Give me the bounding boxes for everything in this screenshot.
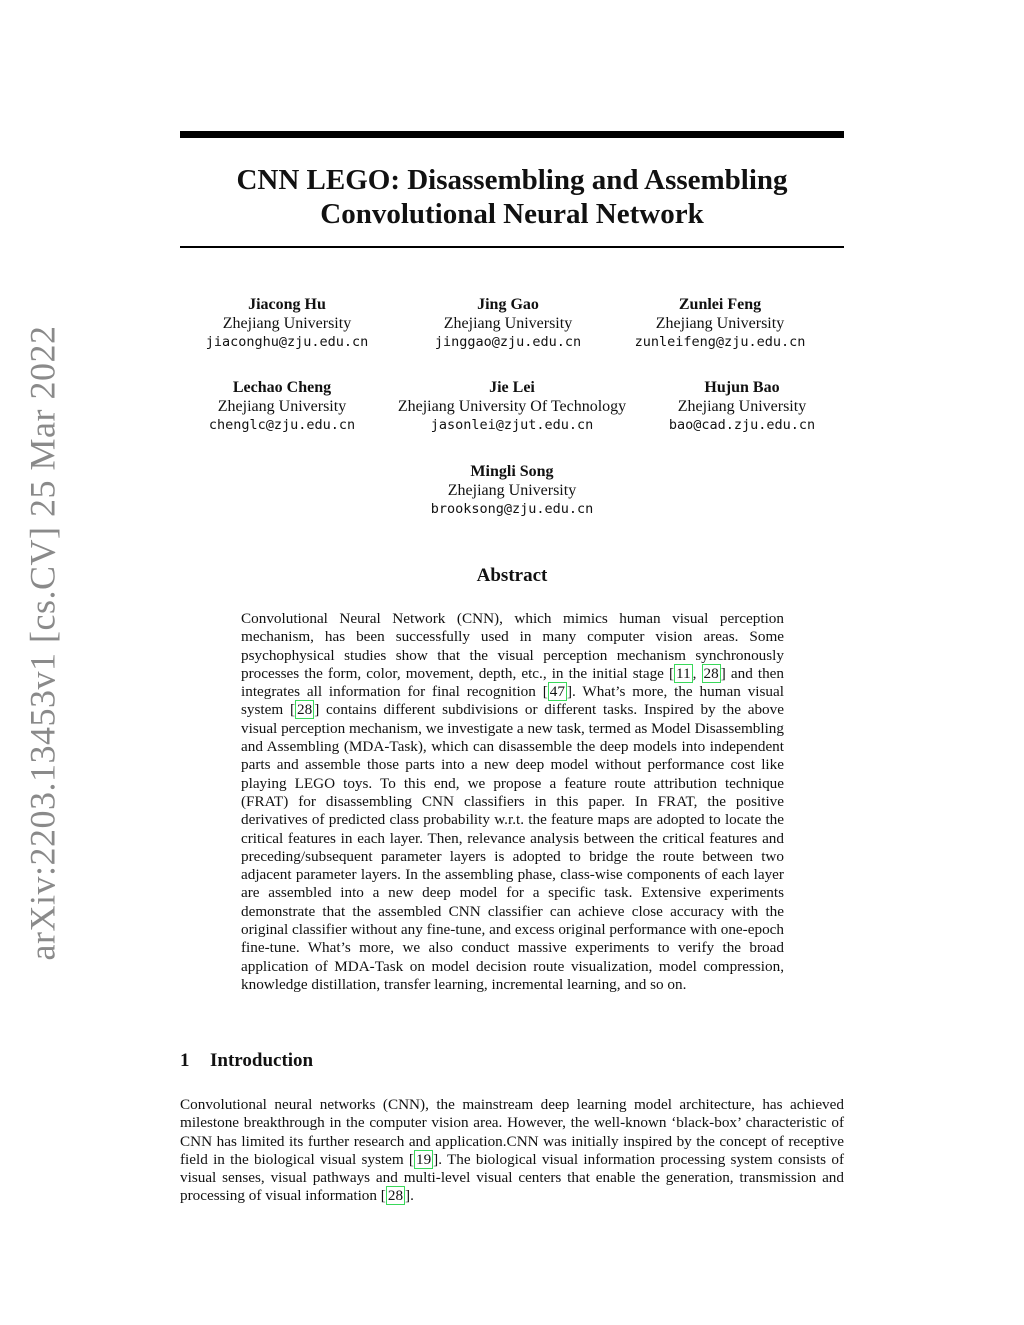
abstract-paragraph: Convolutional Neural Network (CNN), which mimics human visual perception mechanism, has been successfully used in many computer vision areas. Some psychophysical studies show that the visual perception mechanism synchronously processes the form, color, movement, depth, etc., in the initial stage [ 11 , 28 ] and then integrates all information for final recognition [ 47 ]. What’s more, the human visual system [ 28 ] contains different subdivisions or different tasks. Inspired by the above visual perception mechanism, we investigate a new task, termed as Model Disassembling and Assembling (MDA-Task), which can disassemble the deep models into independent parts and assemble those parts into a new deep model without performance cost like playing LEGO toys. To this end, we propose a feature route attribution technique (FRAT) for disassembling CNN classifiers in this paper. In FRAT, the positive derivatives of predicted class probability w.r.t. the feature maps are adopted to locate the critical features in each layer. Then, relevance analysis between the critical features and preceding/subsequent parameter layers is adopted to bridge the route between two adjacent parameter layers. In the assembling phase, class-wise components of each layer are assembled into a new deep model for a specific task. Extensive experiments demonstrate that the assembled CNN classifier can achieve close accuracy with the original classifier without any fine-tune, and excess original performance with one-epoch fine-tune. What’s more, we also conduct massive experiments to verify the broad application of MDA-Task on model decision route visualization, model compression, knowledge distillation, transfer learning, incremental learning, and so on.: [241, 610, 785, 993]
author-name: Jiacong Hu: [248, 296, 326, 313]
author-email: jiaconghu@zju.edu.cn: [205, 334, 369, 350]
citation-link[interactable]: 28: [387, 1187, 404, 1205]
intro-text: Convolutional neural networks (CNN), the mainstream deep learning model architecture, has achieved milestone breakthrough in the computer vision area. However, the well-known ‘black-box’ characteristic of CNN has limited its further research and application.CNN was initially inspired by the concept of receptive field in the biological visual system: [180, 1096, 844, 1168]
author-name: Jing Gao: [477, 296, 539, 313]
author-affiliation: Zhejiang University: [655, 314, 785, 332]
author-email: brooksong@zju.edu.cn: [430, 501, 594, 517]
author-name: Jie Lei: [489, 379, 535, 396]
arxiv-stamp: [10, 325, 74, 961]
author-name: Lechao Cheng: [232, 379, 332, 396]
title-top-rule: [180, 131, 844, 138]
paper-title: [180, 163, 844, 231]
abstract-heading: Abstract: [476, 565, 548, 586]
introduction-paragraph: Convolutional neural networks (CNN), the mainstream deep learning model architecture, has achieved milestone breakthrough in the computer vision area. However, the well-known ‘black-box’ characteristic of CNN has limited its further research and application.CNN was initially inspired by the concept of receptive field in the biological visual system [ 19 ]. The biological visual information processing system consists of visual senses, visual pathways and multi-level visual centers that enable the generation, transmission and processing of visual information [ 28 ].: [180, 1096, 844, 1205]
author-affiliation: Zhejiang University: [677, 397, 807, 415]
author-name: Mingli Song: [470, 463, 554, 480]
author-email: zunleifeng@zju.edu.cn: [634, 334, 806, 350]
author-name: Hujun Bao: [704, 379, 780, 396]
author-affiliation: Zhejiang University: [443, 314, 573, 332]
author-name: Zunlei Feng: [678, 296, 762, 313]
author-affiliation: Zhejiang University: [447, 481, 577, 499]
section-number: 1: [180, 1050, 190, 1071]
citation-link[interactable]: 19: [415, 1150, 432, 1168]
title-bottom-rule: [180, 246, 844, 248]
abstract-text: . What’s more, the human visual system: [241, 683, 784, 719]
author-affiliation: Zhejiang University: [217, 397, 347, 415]
title-line-2: Convolutional Neural Network: [320, 198, 704, 230]
author-email: jinggao@zju.edu.cn: [434, 334, 582, 350]
author-block: [597, 379, 887, 435]
abstract-text: and then integrates all information for final recognition: [241, 664, 785, 701]
author-email: bao@cad.zju.edu.cn: [668, 417, 816, 433]
author-block: [575, 296, 865, 352]
citation-link[interactable]: 28: [703, 664, 719, 682]
abstract-text: contains different subdivisions or different tasks. Inspired by the above visual perception mechanism, we investigate a new task, termed as Model Disassembling and Assembling (MDA-Task), which can disassemble the deep models into independent parts and assemble those parts into a new deep model without performance cost like playing LEGO toys. To this end, we propose a feature route attribution technique (FRAT) for disassembling CNN classifiers in this paper. In FRAT, the positive derivatives of predicted class probability w.r.t. the feature maps are adopted to locate the critical features in each layer. Then, relevance analysis between the critical features and preceding/subsequent parameter layers is adopted to bridge the route between two adjacent parameter layers. In the assembling phase, class-wise components of each layer are assembled into a new deep model for a specific task. Extensive experiments demonstrate that the assembled CNN classifier can achieve close accuracy with the original classifier without any fine-tune, and excess original performance with one-epoch fine-tune. What’s more, we also conduct massive experiments to verify the broad application of MDA-Task on model decision route visualization, model compression, knowledge distillation, transfer learning, incremental learning, and so on.: [241, 701, 784, 993]
citation-link[interactable]: 47: [549, 683, 565, 701]
author-affiliation: Zhejiang University: [222, 314, 352, 332]
section-heading-introduction: [180, 1050, 313, 1072]
author-email: jasonlei@zjut.edu.cn: [430, 417, 594, 433]
title-line-1: CNN LEGO: Disassembling and Assembling: [236, 164, 788, 196]
citation-link[interactable]: 11: [676, 664, 691, 682]
author-block: [367, 463, 657, 519]
arxiv-identifier: arXiv:2203.13453v1 [cs.CV] 25 Mar 2022: [22, 325, 63, 961]
citation-link[interactable]: 28: [297, 701, 313, 719]
section-title: Introduction: [210, 1050, 314, 1071]
intro-text: . The biological visual information processing system consists of visual senses, visual pathways and multi-level visual centers that enable the generation, transmission and processing of visual information: [180, 1150, 844, 1205]
author-affiliation: Zhejiang University Of Technology: [397, 397, 627, 415]
abstract-text: Convolutional Neural Network (CNN), which mimics human visual perception mechanism, has been successfully used in many computer vision areas. Some psychophysical studies show that the visual perception mechanism synchronously processes the form, color, movement, depth, etc., in the initial stage: [241, 610, 784, 682]
author-email: chenglc@zju.edu.cn: [208, 417, 356, 433]
intro-text: .: [410, 1187, 414, 1205]
